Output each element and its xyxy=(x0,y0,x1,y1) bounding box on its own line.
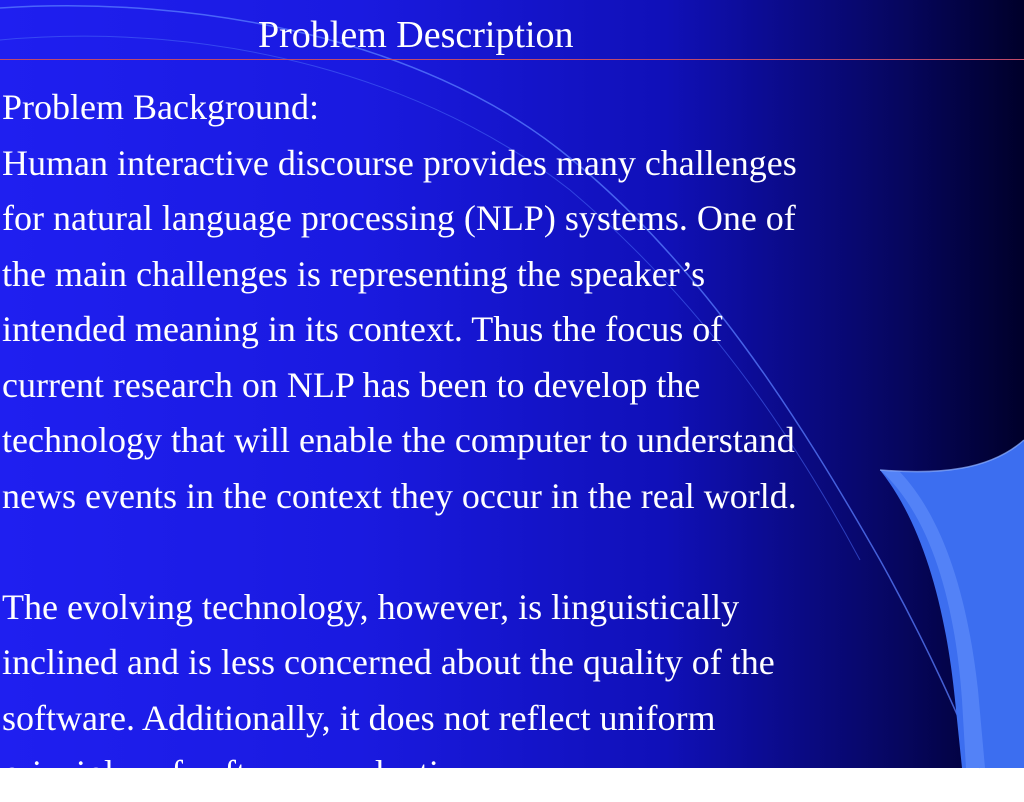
body-line: The evolving technology, however, is linguistically xyxy=(2,586,740,627)
slide-title: Problem Description xyxy=(258,14,574,56)
body-line: intended meaning in its context. Thus the focus of xyxy=(2,309,723,349)
slide-body xyxy=(2,80,1024,802)
body-line: for natural language processing (NLP) systems. One of xyxy=(2,198,796,238)
body-line: Human interactive discourse provides many challenges xyxy=(2,142,797,183)
body-line: software. Additionally, it does not reflect uniform xyxy=(2,697,716,738)
title-divider xyxy=(0,59,1024,60)
body-line-heading: Problem Background: xyxy=(2,87,319,127)
body-line: the main challenges is representing the speaker’s xyxy=(2,253,706,294)
body-line: news events in the context they occur in the real world. xyxy=(2,475,797,516)
body-line: principles of software evaluation. xyxy=(2,753,484,793)
body-line: technology that will enable the computer to understand xyxy=(2,420,795,460)
body-line: inclined and is less concerned about the quality of the xyxy=(2,642,775,682)
body-line-blank xyxy=(2,524,1024,580)
body-line: current research on NLP has been to develop the xyxy=(2,364,701,405)
